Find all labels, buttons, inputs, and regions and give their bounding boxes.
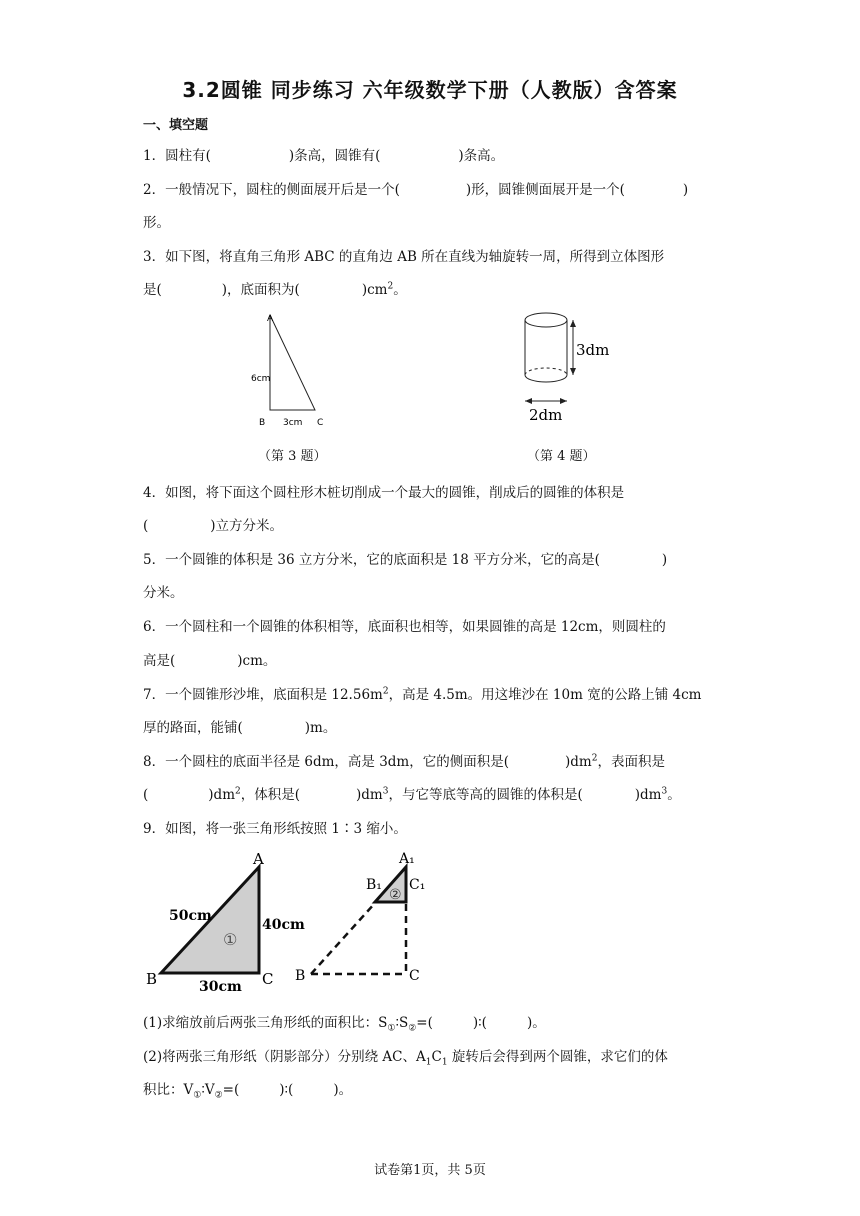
height-label: 3dm	[576, 341, 610, 359]
question-9-part-2-cont: 积比：$V_①∶V_②=$( )∶( )。	[143, 1082, 353, 1101]
figure-3-triangle	[245, 310, 345, 430]
page-footer: 试卷第1页，共 5页	[374, 1163, 486, 1178]
vertex-label-a: A	[267, 314, 274, 324]
big-vertex-c: C	[262, 970, 274, 988]
base-side-label: 30cm	[199, 979, 242, 995]
figure-4-cylinder	[518, 305, 618, 430]
question-6: 6．一个圆柱和一个圆锥的体积相等，底面积也相等，如果圆锥的高是 12cm，则圆柱的	[143, 619, 666, 635]
question-3-cont: 是( )，底面积为( )$cm^2$。	[143, 281, 407, 298]
region-1-label: ①	[223, 930, 238, 949]
question-8-cont: ( )$dm^2$，体积是( )$dm^3$，与它等底等高的圆锥的体积是( )$dm^3$。	[143, 786, 681, 803]
question-4-cont: ( )立方分米。	[143, 518, 284, 534]
small-vertex-a1: A₁	[399, 851, 415, 867]
vertex-label-c: C	[317, 418, 324, 428]
question-9: 9．如图，将一张三角形纸按照 1∶3 缩小。	[143, 821, 407, 837]
page-title: 3.2圆锥 同步练习 六年级数学下册（人教版）含答案	[182, 78, 678, 102]
question-5: 5．一个圆锥的体积是 36 立方分米，它的底面积是 18 平方分米，它的高是( )	[143, 552, 668, 568]
side-length-label: 6cm	[251, 374, 271, 384]
question-4: 4．如图，将下面这个圆柱形木桩切削成一个最大的圆锥，削成后的圆锥的体积是	[143, 485, 625, 501]
question-7-cont: 厚的路面，能铺( )m。	[143, 720, 337, 736]
big-vertex-b: B	[146, 970, 158, 988]
question-1: 1．圆柱有( )条高，圆锥有( )条高。	[143, 148, 505, 164]
question-7: 7．一个圆锥形沙堆，底面积是 $12.56m^2$，高是 4.5m。用这堆沙在 10m 宽的公路上铺 4cm	[143, 686, 702, 703]
small-vertex-b1: B₁	[366, 877, 382, 893]
question-9-part-2: (2)将两张三角形纸（阴影部分）分别绕 AC、$A_1C_1$ 旋转后会得到两个圆锥，求它们的体	[143, 1049, 668, 1068]
question-2-cont: 形。	[143, 215, 170, 231]
question-9-part-1: (1)求缩放前后两张三角形纸的面积比：$S_①∶S_②=$( )∶( )。	[143, 1015, 546, 1034]
base-length-label: 3cm	[283, 418, 303, 428]
question-3: 3．如下图，将直角三角形 ABC 的直角边 AB 所在直线为轴旋转一周，所得到立体图形	[143, 249, 665, 265]
small-vertex-c1: C₁	[409, 877, 426, 893]
question-8: 8．一个圆柱的底面半径是 6dm，高是 3dm，它的侧面积是( )$dm^2$，表面积是	[143, 753, 665, 770]
section-heading: 一、填空题	[143, 118, 209, 133]
vertex-label-b: B	[259, 418, 266, 428]
vertical-side-label: 40cm	[262, 917, 305, 933]
figure-3-caption: （第 3 题）	[258, 449, 327, 464]
hypotenuse-label: 50cm	[169, 908, 212, 924]
question-6-cont: 高是( )cm。	[143, 653, 277, 669]
question-5-cont: 分米。	[143, 585, 184, 601]
dashed-vertex-c: C	[409, 968, 420, 984]
dashed-vertex-b: B	[295, 968, 306, 984]
figure-9-triangles	[143, 847, 443, 997]
region-2-label: ②	[389, 887, 402, 903]
diameter-label: 2dm	[529, 406, 563, 424]
figure-4-caption: （第 4 题）	[527, 449, 596, 464]
big-vertex-a: A	[253, 850, 264, 868]
question-2: 2．一般情况下，圆柱的侧面展开后是一个( )形，圆锥侧面展开是一个( )	[143, 182, 689, 198]
